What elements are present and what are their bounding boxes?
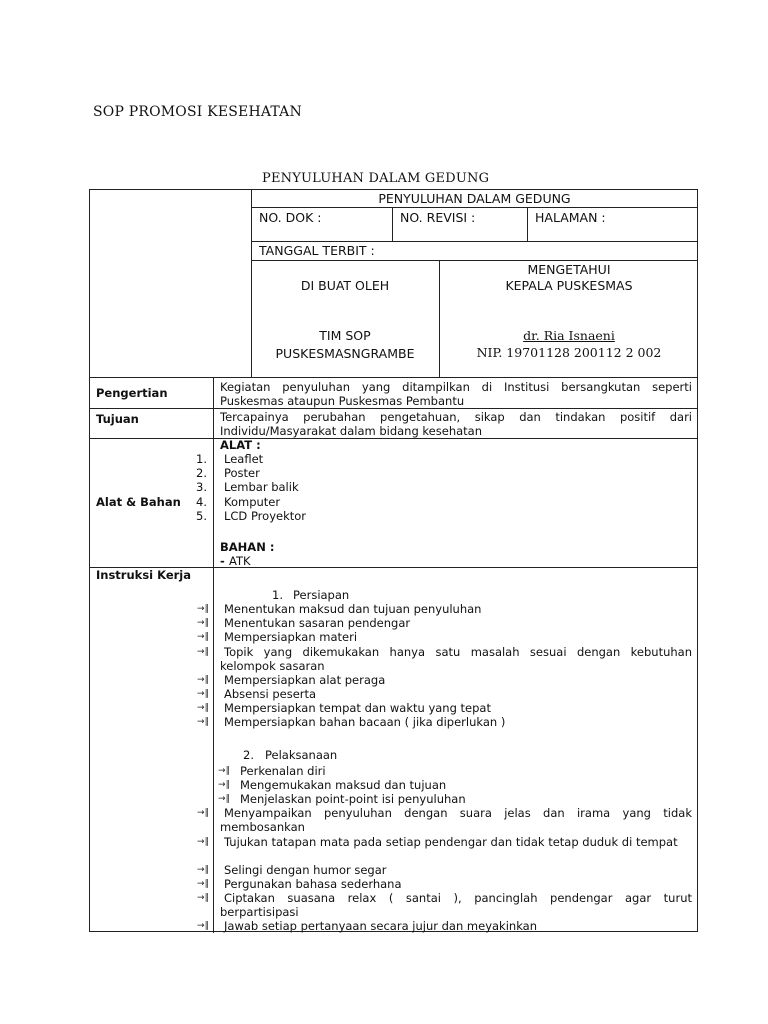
instruction-item: Mempersiapkan alat peraga (224, 673, 386, 687)
bullet-arrow-icon: →∥ (197, 865, 210, 875)
instruction-item: Topik yang dikemukakan hanya satu masalah sesuai dengan kebutuhan kelompok sasaran (220, 645, 692, 673)
mengetahui-label: MENGETAHUI (527, 262, 611, 277)
document-title: SOP PROMOSI KESEHATAN (93, 104, 302, 120)
instruction-item: Pergunakan bahasa sederhana (224, 877, 402, 891)
bullet-arrow-icon: →∥ (197, 618, 210, 628)
row-line-tujuan (90, 438, 698, 439)
bullet-arrow-icon: →∥ (197, 689, 210, 699)
persiapan-num: 1. (272, 588, 283, 602)
tanggal-terbit-label: TANGGAL TERBIT : (259, 243, 375, 258)
kepala-nip: NIP. 19701128 200112 2 002 (476, 345, 662, 360)
bullet-arrow-icon: →∥ (218, 766, 231, 776)
tim-sop-line-1: TIM SOP (319, 328, 371, 343)
row-line-pengertian (90, 408, 698, 409)
tim-sop-line-2: PUSKESMASNGRAMBE (275, 346, 415, 361)
instruction-item: Mempersiapkan bahan bacaan ( jika diperlukan ) (224, 715, 506, 729)
alat-bahan-label: Alat & Bahan (96, 495, 181, 509)
alat-heading: ALAT : (220, 438, 261, 452)
kepala-label: KEPALA PUSKESMAS (505, 278, 633, 293)
halaman-label: HALAMAN : (535, 210, 606, 225)
bahan-heading: BAHAN : (220, 540, 275, 554)
header-line-3 (251, 260, 698, 261)
alat-num-5: 5. (196, 509, 207, 523)
bullet-arrow-icon: →∥ (197, 717, 210, 727)
alat-num-1: 1. (196, 452, 207, 466)
bullet-arrow-icon: →∥ (197, 879, 210, 889)
persiapan-heading: Persiapan (293, 588, 350, 602)
instruction-item: Menentukan sasaran pendengar (224, 616, 411, 630)
bullet-arrow-icon: →∥ (197, 632, 210, 642)
bahan-dash: - (220, 554, 225, 568)
alat-num-4: 4. (196, 495, 207, 509)
bahan-item: ATK (229, 554, 251, 568)
bullet-arrow-icon: →∥ (218, 794, 231, 804)
instruction-item: Mempersiapkan materi (224, 630, 358, 644)
instruksi-kerja-label: Instruksi Kerja (96, 568, 191, 582)
alat-item-3: Lembar balik (224, 480, 299, 494)
bullet-arrow-icon: →∥ (197, 921, 210, 931)
alat-item-1: Leaflet (224, 452, 264, 466)
bullet-arrow-icon: →∥ (197, 604, 210, 614)
pelaksanaan-num: 2. (243, 748, 254, 762)
alat-item-5: LCD Proyektor (224, 509, 307, 523)
instruction-item: Mengemukakan maksud dan tujuan (240, 778, 447, 792)
dibuat-oleh-label: DI BUAT OLEH (300, 278, 390, 293)
instruction-item: Menentukan maksud dan tujuan penyuluhan (224, 602, 482, 616)
alat-item-2: Poster (224, 466, 260, 480)
instruction-item: Jawab setiap pertanyaan secara jujur dan meyakinkan (224, 919, 537, 933)
header-dok-divider (392, 207, 393, 241)
instruction-item: Absensi peserta (224, 687, 317, 701)
header-line-1 (251, 207, 698, 208)
no-revisi-label: NO. REVISI : (400, 210, 476, 225)
instruction-item: Tujukan tatapan mata pada setiap pendengar dan tidak tetap duduk di tempat (224, 835, 678, 849)
tujuan-label: Tujuan (96, 412, 139, 426)
bullet-arrow-icon: →∥ (197, 837, 210, 847)
instruction-item: Menjelaskan point-point isi penyuluhan (240, 792, 466, 806)
body-label-divider (213, 377, 214, 933)
pelaksanaan-heading: Pelaksanaan (265, 748, 338, 762)
bullet-arrow-icon: →∥ (197, 647, 210, 657)
bullet-arrow-icon: →∥ (197, 675, 210, 685)
instruction-item: Ciptakan suasana relax ( santai ), pancinglah pendengar agar turut berpartisipasi (220, 891, 692, 919)
bullet-arrow-icon: →∥ (197, 703, 210, 713)
instruction-item: Menyampaikan penyuluhan dengan suara jelas dan irama yang tidak membosankan (220, 806, 692, 834)
pengertian-text: Kegiatan penyuluhan yang ditampilkan di Institusi bersangkutan seperti Puskesmas ataupun Puskesmas Pembantu (220, 380, 692, 408)
alat-num-2: 2. (196, 466, 207, 480)
alat-num-3: 3. (196, 480, 207, 494)
bullet-arrow-icon: →∥ (218, 780, 231, 790)
header-name: PENYULUHAN DALAM GEDUNG (378, 191, 571, 206)
instruction-item: Selingi dengan humor segar (224, 863, 387, 877)
sop-table (89, 189, 698, 932)
kepala-name: dr. Ria Isnaeni (523, 328, 615, 343)
header-bottom-line (90, 377, 698, 378)
bullet-arrow-icon: →∥ (197, 808, 210, 818)
tujuan-text: Tercapainya perubahan pengetahuan, sikap dan tindakan positif dari Individu/Masyarakat dalam bidang kesehatan (220, 410, 692, 438)
bullet-arrow-icon: →∥ (197, 893, 210, 903)
instruction-item: Perkenalan diri (240, 764, 326, 778)
instruction-item: Mempersiapkan tempat dan waktu yang tepat (224, 701, 491, 715)
table-title: PENYULUHAN DALAM GEDUNG (262, 171, 490, 186)
header-line-2 (251, 241, 698, 242)
no-dok-label: NO. DOK : (259, 210, 322, 225)
pengertian-label: Pengertian (96, 386, 168, 400)
header-revisi-divider (527, 207, 528, 241)
alat-item-4: Komputer (224, 495, 281, 509)
